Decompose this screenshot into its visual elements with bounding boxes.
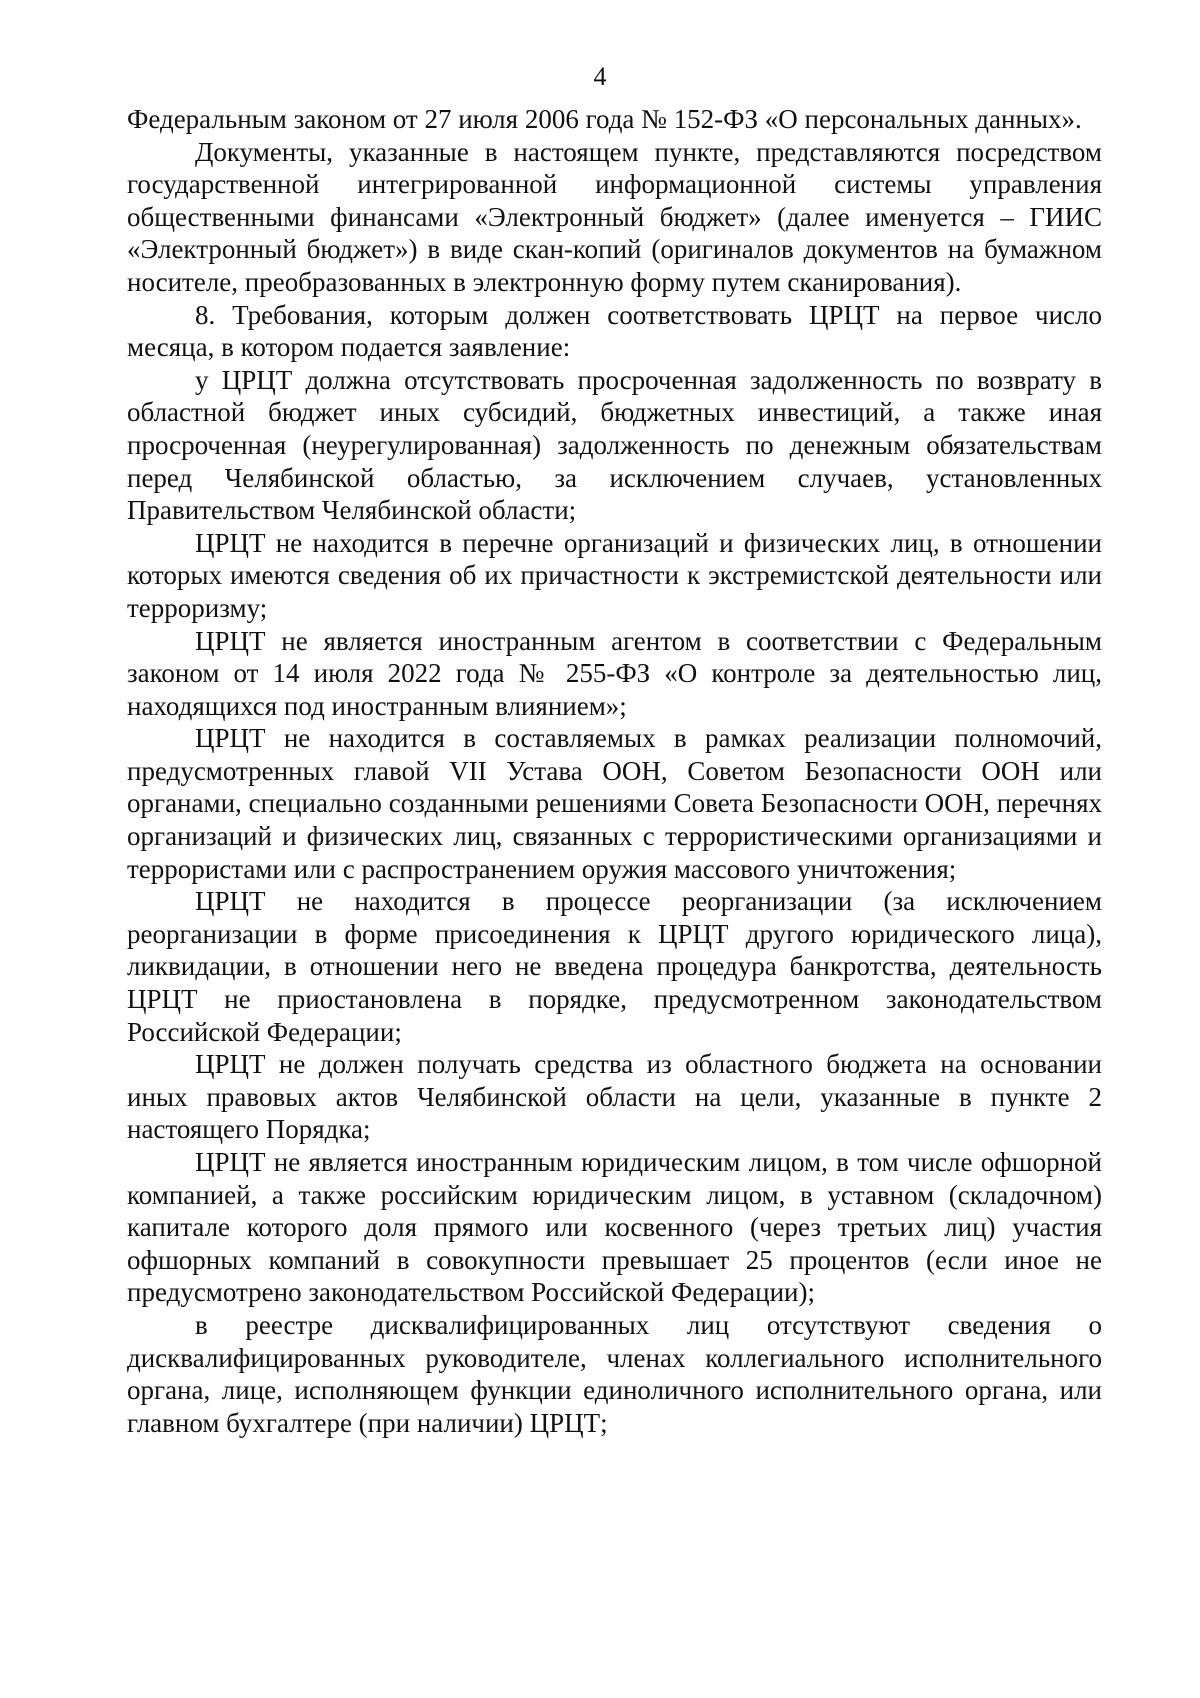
paragraph-continuation-personal-data-law: Федеральным законом от 27 июля 2006 года № 152-ФЗ «О персональных данных». <box>127 104 1082 134</box>
paragraph-not-in-un-lists: ЦРЦТ не находится в составляемых в рамках реализации полномочий, предусмотренных главой VII Устава ООН, Советом Безопасности ООН или органами, специально созданными решениями Совета Безопасности ООН, перечнях организаций и физических лиц, связанных с террористическими организациями и террористами или с распространением оружия массового уничтожения; <box>127 723 1102 884</box>
paragraph-no-disqualified-persons: в реестре дисквалифицированных лиц отсутствуют сведения о дисквалифицированных руководителе, членах коллегиального исполнительного органа, лице, исполняющем функции единоличного исполнительного органа, или главном бухгалтере (при наличии) ЦРЦТ; <box>127 1309 1102 1438</box>
paragraph-not-foreign-agent: ЦРЦТ не является иностранным агентом в соответствии с Федеральным законом от 14 июля 2022 года № 255-ФЗ «О контроле за деятельностью лиц, находящихся под иностранным влиянием»; <box>127 625 1102 721</box>
paragraph-documents-submission: Документы, указанные в настоящем пункте, представляются посредством государственной интегрированной информационной системы управления общественными финансами «Электронный бюджет» (далее именуется – ГИИС «Электронный бюджет») в виде скан-копий (оригиналов документов на бумажном носителе, преобразованных в электронную форму путем сканирования). <box>127 136 1102 297</box>
paragraph-no-overdue-debt: у ЦРЦТ должна отсутствовать просроченная задолженность по возврату в областной бюджет иных субсидий, бюджетных инвестиций, а также иная просроченная (неурегулированная) задолженность по денежным обязательствам перед Челябинской областью, за исключением случаев, установленных Правительством Челябинской области; <box>127 364 1102 526</box>
paragraph-requirements-intro: 8. Требования, которым должен соответствовать ЦРЦТ на первое число месяца, в котором подается заявление: <box>127 299 1102 363</box>
paragraph-not-in-reorganization: ЦРЦТ не находится в процессе реорганизации (за исключением реорганизации в форме присоединения к ЦРЦТ другого юридического лица), ликвидации, в отношении него не введена процедура банкротства, деятельность ЦРЦТ не приостановлена в порядке, предусмотренном законодательством Российской Федерации; <box>127 886 1102 1047</box>
paragraph-no-other-budget-funds: ЦРЦТ не должен получать средства из областного бюджета на основании иных правовых актов Челябинской области на цели, указанные в пункте 2 настоящего Порядка; <box>127 1049 1102 1145</box>
document-body <box>127 103 1102 1439</box>
paragraph-not-foreign-legal-entity: ЦРЦТ не является иностранным юридическим лицом, в том числе офшорной компанией, а также российским юридическим лицом, в уставном (складочном) капитале которого доля прямого или косвенного (через третьих лиц) участия офшорных компаний в совокупности превышает 25 процентов (если иное не предусмотрено законодательством Российской Федерации); <box>127 1147 1102 1308</box>
page-number: 4 <box>593 62 607 91</box>
paragraph-not-in-extremism-list: ЦРЦТ не находится в перечне организаций и физических лиц, в отношении которых имеются сведения об их причастности к экстремистской деятельности или терроризму; <box>127 527 1102 623</box>
